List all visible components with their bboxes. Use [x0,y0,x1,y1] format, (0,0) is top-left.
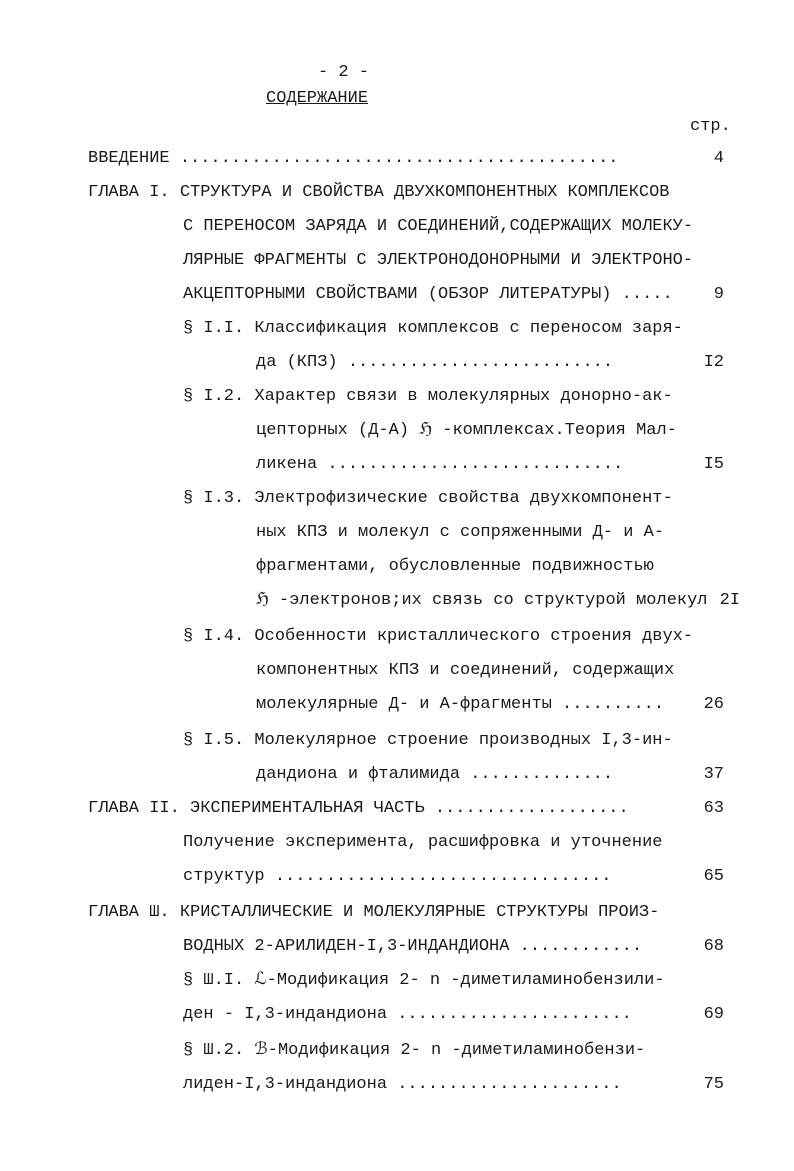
toc-ch1-page: 9 [713,285,724,304]
toc-s15-line1: § I.5. Молекулярное строение производных I,3-ин- [183,731,673,750]
toc-ch1-line3: ЛЯРНЫЕ ФРАГМЕНТЫ С ЭЛЕКТРОНОДОНОРНЫМИ И ЭЛЕКТРОНО- [183,251,694,270]
toc-ch1-line2: С ПЕРЕНОСОМ ЗАРЯДА И СОЕДИНЕНИЙ,СОДЕРЖАЩИХ МОЛЕКУ- [183,217,694,236]
toc-s13-line3: фрагментами, обусловленные подвижностью [256,557,654,576]
toc-s31-line2: ден - I,3-индандиона ....................... [183,1005,632,1024]
toc-s31-line1: § Ш.I. ℒ-Модификация 2- n -диметиламинобензили- [183,971,665,990]
page-title: СОДЕРЖАНИЕ [266,89,369,108]
toc-s12-page: I5 [703,455,724,474]
toc-ch3-page: 68 [703,937,724,956]
toc-s13-line1: § I.3. Электрофизические свойства двухкомпонент- [183,489,673,508]
toc-s13-line4: ℌ -электронов;их связь со структурой молекул [256,591,708,610]
toc-s14-line1: § I.4. Особенности кристаллического строения двух- [183,627,694,646]
toc-ch3-line2: ВОДНЫХ 2-АРИЛИДЕН-I,3-ИНДАНДИОНА ............ [183,937,643,956]
toc-s32-page: 75 [703,1075,724,1094]
toc-exp-line1: Получение эксперимента, расшифровка и уточнение [183,833,663,852]
toc-s31-page: 69 [703,1005,724,1024]
toc-s14-page: 26 [703,695,724,714]
toc-intro-page: 4 [713,149,724,168]
toc-s13-page: 2I [719,591,740,610]
page-number: - 2 - [318,63,370,82]
toc-s14-line2: компонентных КПЗ и соединений, содержащих [256,661,675,680]
toc-s11-line2: да (КПЗ) .......................... [256,353,614,372]
toc-s12-line2: цепторных (Д-А) ℌ -комплексах.Теория Мал- [256,421,677,440]
toc-ch1-line1: ГЛАВА I. СТРУКТУРА И СВОЙСТВА ДВУХКОМПОНЕНТНЫХ КОМПЛЕКСОВ [88,183,670,202]
toc-s15-page: 37 [703,765,724,784]
toc-ch1-line4: АКЦЕПТОРНЫМИ СВОЙСТВАМИ (ОБЗОР ЛИТЕРАТУРЫ) ..... [183,285,673,304]
toc-ch2-line1: ГЛАВА II. ЭКСПЕРИМЕНТАЛЬНАЯ ЧАСТЬ ................... [88,799,629,818]
toc-ch3-line1: ГЛАВА Ш. КРИСТАЛЛИЧЕСКИЕ И МОЛЕКУЛЯРНЫЕ СТРУКТУРЫ ПРОИЗ- [88,903,660,922]
toc-s15-line2: дандиона и фталимида .............. [256,765,614,784]
page-column-label: стр. [690,117,731,136]
toc-intro-text: ВВЕДЕНИЕ ........................................... [88,149,619,168]
toc-s11-line1: § I.I. Классификация комплексов с переносом заря- [183,319,683,338]
toc-s13-line2: ных КПЗ и молекул с сопряженными Д- и А- [256,523,665,542]
toc-s32-line2: лиден-I,3-индандиона ...................... [183,1075,622,1094]
toc-s11-page: I2 [703,353,724,372]
toc-ch2-page: 63 [703,799,724,818]
toc-exp-line2: структур ................................. [183,867,612,886]
toc-s14-line3: молекулярные Д- и А-фрагменты .......... [256,695,665,714]
toc-s12-line1: § I.2. Характер связи в молекулярных донорно-ак- [183,387,673,406]
toc-s32-line1: § Ш.2. ℬ-Модификация 2- n -диметиламинобензи- [183,1041,646,1060]
toc-exp-page: 65 [703,867,724,886]
toc-s12-line3: ликена ............................. [256,455,624,474]
